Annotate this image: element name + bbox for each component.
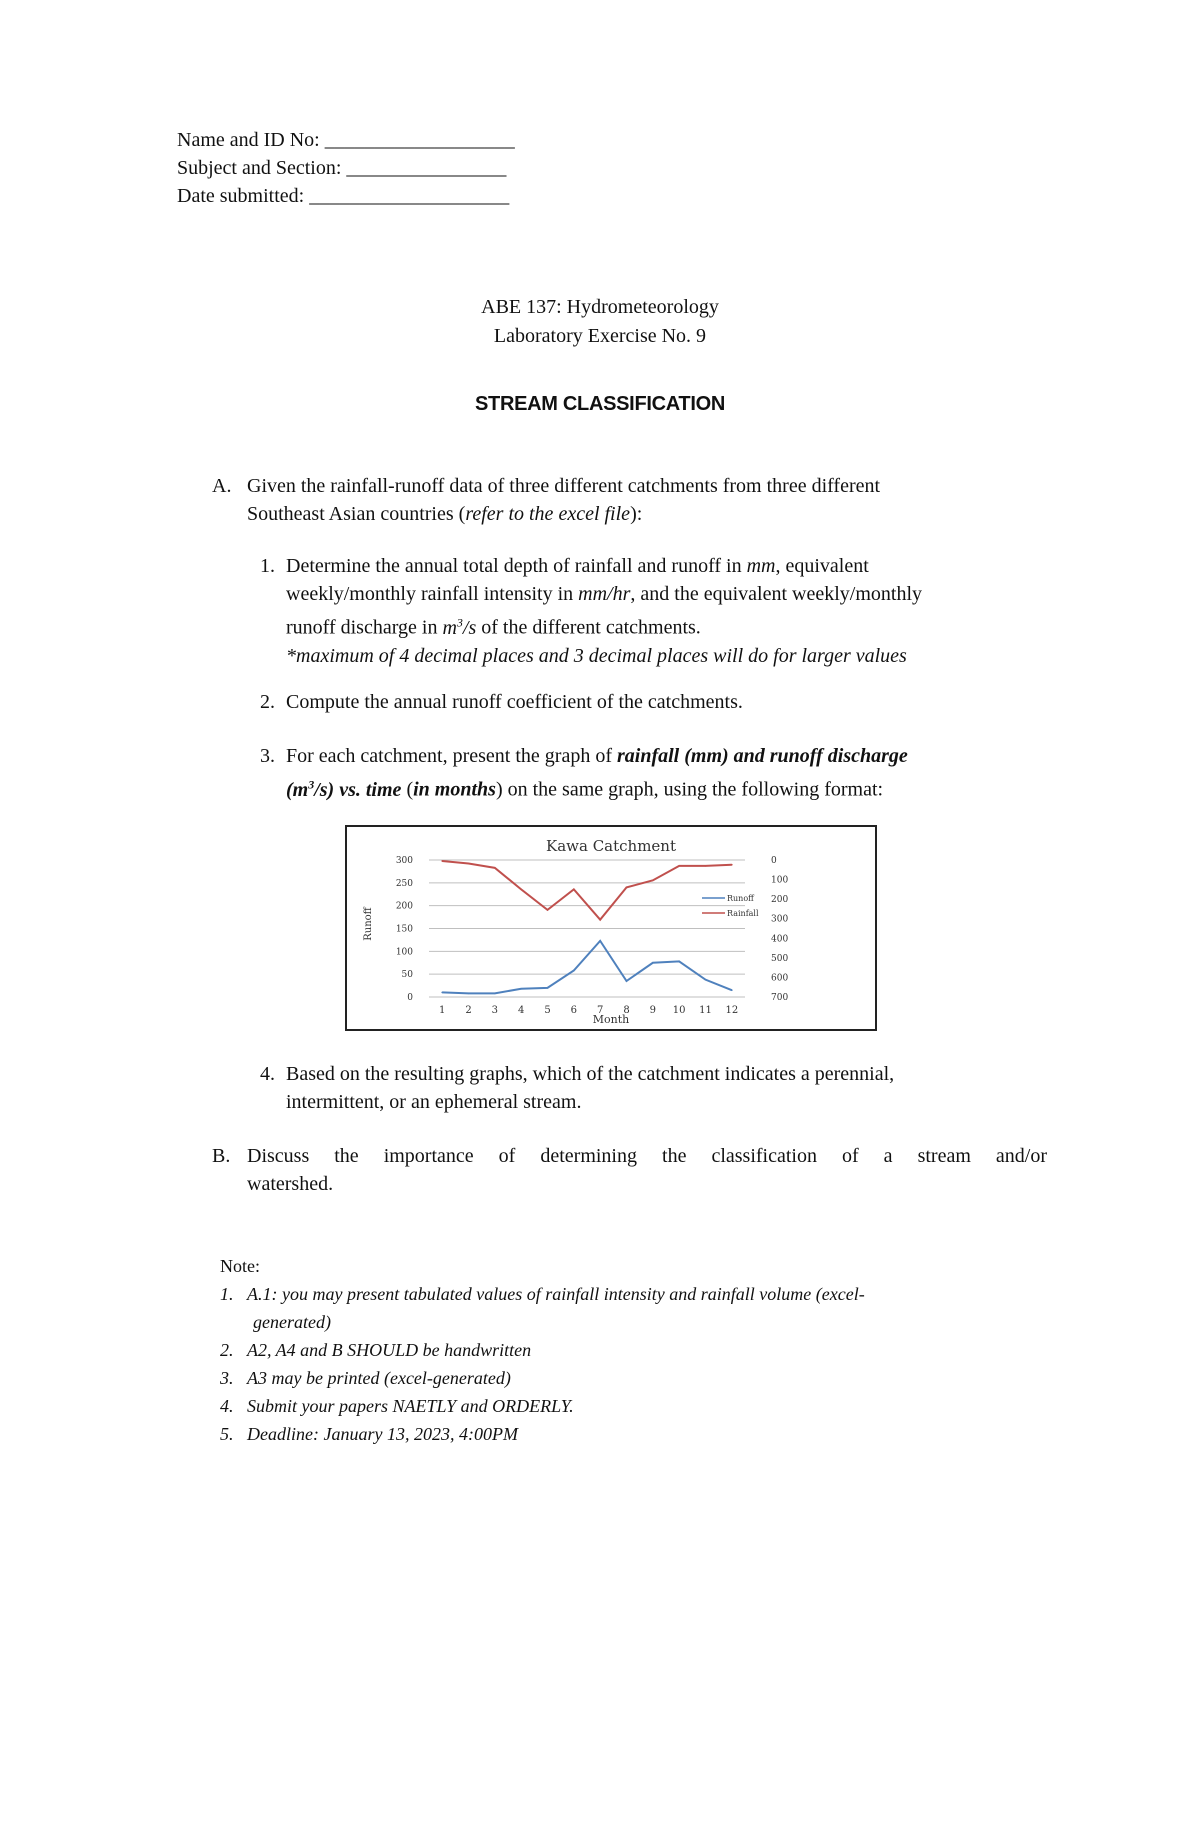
item-1-line-2	[286, 580, 1026, 608]
text: , and the equivalent weekly/monthly	[630, 583, 922, 605]
item-1-decimal-note: *maximum of 4 decimal places and 3 decimal places will do for larger values	[286, 644, 907, 667]
unit-m3s	[442, 617, 476, 639]
section-a-label: A.	[212, 475, 232, 497]
text: /s) vs. time	[314, 778, 402, 801]
left-tick-label: 300	[395, 856, 413, 866]
x-tick-label: 12	[725, 1005, 739, 1016]
left-axis-ticks	[396, 856, 413, 1003]
data-point-rainfall	[626, 887, 628, 889]
item-1-line-3	[286, 608, 1026, 642]
time-unit: in months	[413, 778, 496, 801]
item-1-number: 1.	[260, 555, 275, 577]
chart-canvas	[347, 827, 875, 1029]
section-b-text	[247, 1142, 1047, 1198]
note-5-text: Deadline: January 13, 2023, 4:00PM	[247, 1424, 518, 1444]
text: , equivalent	[775, 555, 869, 577]
x-tick-label: 5	[544, 1005, 551, 1016]
data-point-rainfall	[547, 909, 549, 911]
note-3-text: A3 may be printed (excel-generated)	[247, 1368, 511, 1388]
section-a-intro-line-2	[247, 500, 1007, 528]
item-3-text	[286, 742, 1026, 804]
right-tick-label: 0	[771, 856, 777, 866]
note-1-line-2: generated)	[253, 1312, 331, 1332]
x-tick-label: 3	[491, 1005, 499, 1016]
right-tick-label: 100	[771, 875, 789, 886]
item-3-line-2	[286, 770, 1026, 804]
x-tick-label: 11	[699, 1005, 712, 1016]
text: For each catchment, present the graph of	[286, 745, 617, 767]
note-1-number: 1.	[220, 1284, 234, 1304]
course-title: ABE 137: Hydrometeorology	[481, 296, 719, 318]
left-tick-label: 0	[407, 993, 413, 1003]
note-2-text: A2, A4 and B SHOULD be handwritten	[247, 1340, 532, 1360]
data-point-runoff	[731, 989, 733, 991]
superscript: 3	[456, 615, 463, 629]
right-tick-label: 300	[771, 914, 789, 925]
section-b-line-2: watershed.	[247, 1173, 334, 1195]
text: (	[401, 778, 414, 801]
x-tick-label: 2	[465, 1005, 472, 1016]
text: Determine the annual total depth of rainfall and runoff in	[286, 555, 747, 577]
right-axis-ticks	[771, 856, 788, 1003]
notes-heading: Note:	[220, 1256, 260, 1276]
x-axis-ticks	[439, 1005, 738, 1016]
x-tick-label: 8	[623, 1005, 630, 1016]
page-title: STREAM CLASSIFICATION	[475, 393, 725, 415]
series-line-runoff	[442, 941, 732, 994]
data-point-rainfall	[599, 919, 601, 921]
data-point-rainfall	[573, 889, 575, 891]
x-tick-label: 1	[438, 1005, 446, 1016]
x-tick-label: 7	[596, 1005, 604, 1016]
subject-section-field: Subject and Section: ________________	[177, 157, 507, 179]
series-line-rainfall	[442, 861, 732, 920]
unit-s: /s	[462, 616, 477, 639]
item-4-line-1: Based on the resulting graphs, which of the catchment indicates a perennial,	[286, 1063, 895, 1085]
data-point-rainfall	[705, 865, 707, 867]
data-point-runoff	[626, 980, 628, 982]
data-point-rainfall	[494, 867, 496, 869]
item-4-number: 4.	[260, 1063, 275, 1085]
note-1-line-1: A.1: you may present tabulated values of rainfall intensity and rainfall volume (excel-	[247, 1284, 865, 1304]
chart-title: Kawa Catchment	[546, 837, 676, 855]
note-4-number: 4.	[220, 1396, 234, 1416]
text: of the different catchments.	[476, 616, 701, 639]
legend-label-runoff: Runoff	[727, 894, 754, 903]
right-tick-label: 600	[771, 973, 789, 984]
data-point-runoff	[547, 987, 549, 989]
y-axis-label: Runoff	[363, 907, 374, 941]
date-submitted-field: Date submitted: ____________________	[177, 185, 510, 207]
left-tick-label: 50	[401, 970, 413, 981]
data-point-runoff	[494, 993, 496, 995]
unit-mm-hr: mm/hr	[578, 583, 631, 605]
left-tick-label: 200	[395, 901, 413, 912]
text: runoff discharge in	[286, 616, 443, 639]
intro-text-end: ):	[630, 503, 643, 525]
item-3-number: 3.	[260, 745, 275, 767]
data-point-rainfall	[652, 880, 654, 882]
item-1-text	[286, 552, 1026, 670]
x-axis-label: Month	[592, 1013, 630, 1026]
data-point-rainfall	[678, 865, 680, 867]
chart-grid	[429, 860, 745, 997]
excel-file-reference: refer to the excel file	[465, 503, 631, 525]
left-tick-label: 100	[395, 947, 413, 958]
note-2-number: 2.	[220, 1340, 234, 1360]
legend-label-rainfall: Rainfall	[727, 909, 759, 918]
data-point-rainfall	[441, 860, 443, 862]
section-a-intro-line-1: Given the rainfall-runoff data of three different catchments from three different	[247, 475, 881, 497]
x-tick-label: 6	[570, 1005, 578, 1016]
note-4-text: Submit your papers NAETLY and ORDERLY.	[247, 1396, 574, 1416]
item-4-line-2: intermittent, or an ephemeral stream.	[286, 1091, 582, 1113]
right-tick-label: 400	[771, 934, 789, 945]
data-point-runoff	[678, 961, 680, 963]
right-tick-label: 200	[771, 895, 789, 906]
item-2-number: 2.	[260, 691, 275, 713]
discharge-unit	[286, 779, 401, 801]
sample-chart	[345, 825, 877, 1031]
item-1-line-1	[286, 552, 1026, 580]
section-b-line-1: Discuss the importance of determining the classification of a stream and/or	[247, 1145, 1047, 1167]
text: weekly/monthly rainfall intensity in	[286, 583, 579, 605]
item-2-text: Compute the annual runoff coefficient of the catchments.	[286, 691, 743, 713]
data-point-runoff	[652, 962, 654, 964]
data-point-runoff	[468, 993, 470, 995]
left-tick-label: 150	[395, 924, 413, 935]
item-4-text	[286, 1060, 1026, 1116]
x-tick-label: 10	[672, 1005, 686, 1016]
exercise-number: Laboratory Exercise No. 9	[493, 325, 707, 347]
note-3-number: 3.	[220, 1368, 234, 1388]
section-b-label: B.	[212, 1145, 231, 1167]
data-point-runoff	[573, 970, 575, 972]
section-a-intro	[247, 472, 1007, 528]
left-tick-label: 250	[395, 878, 413, 889]
x-tick-label: 4	[517, 1005, 525, 1016]
note-5-number: 5.	[220, 1424, 234, 1444]
data-point-runoff	[520, 988, 522, 990]
right-tick-label: 500	[771, 953, 789, 964]
unit-m: m	[442, 616, 457, 639]
data-point-rainfall	[468, 863, 470, 865]
name-id-field: Name and ID No: ___________________	[177, 129, 515, 151]
data-point-rainfall	[520, 889, 522, 891]
data-point-runoff	[599, 940, 601, 942]
right-tick-label: 700	[771, 993, 789, 1003]
unit-mm: mm	[746, 555, 776, 577]
text: (m	[286, 778, 309, 801]
x-tick-label: 9	[649, 1005, 657, 1016]
data-point-rainfall	[731, 864, 733, 866]
intro-text: Southeast Asian countries (	[247, 503, 466, 525]
graph-variables: rainfall (mm) and runoff discharge	[616, 745, 908, 767]
superscript: 3	[308, 777, 315, 791]
note-1-text	[247, 1280, 1047, 1336]
item-3-line-1	[286, 742, 1026, 770]
data-point-runoff	[441, 992, 443, 994]
text: ) on the same graph, using the following format:	[495, 778, 884, 801]
data-point-runoff	[705, 979, 707, 981]
